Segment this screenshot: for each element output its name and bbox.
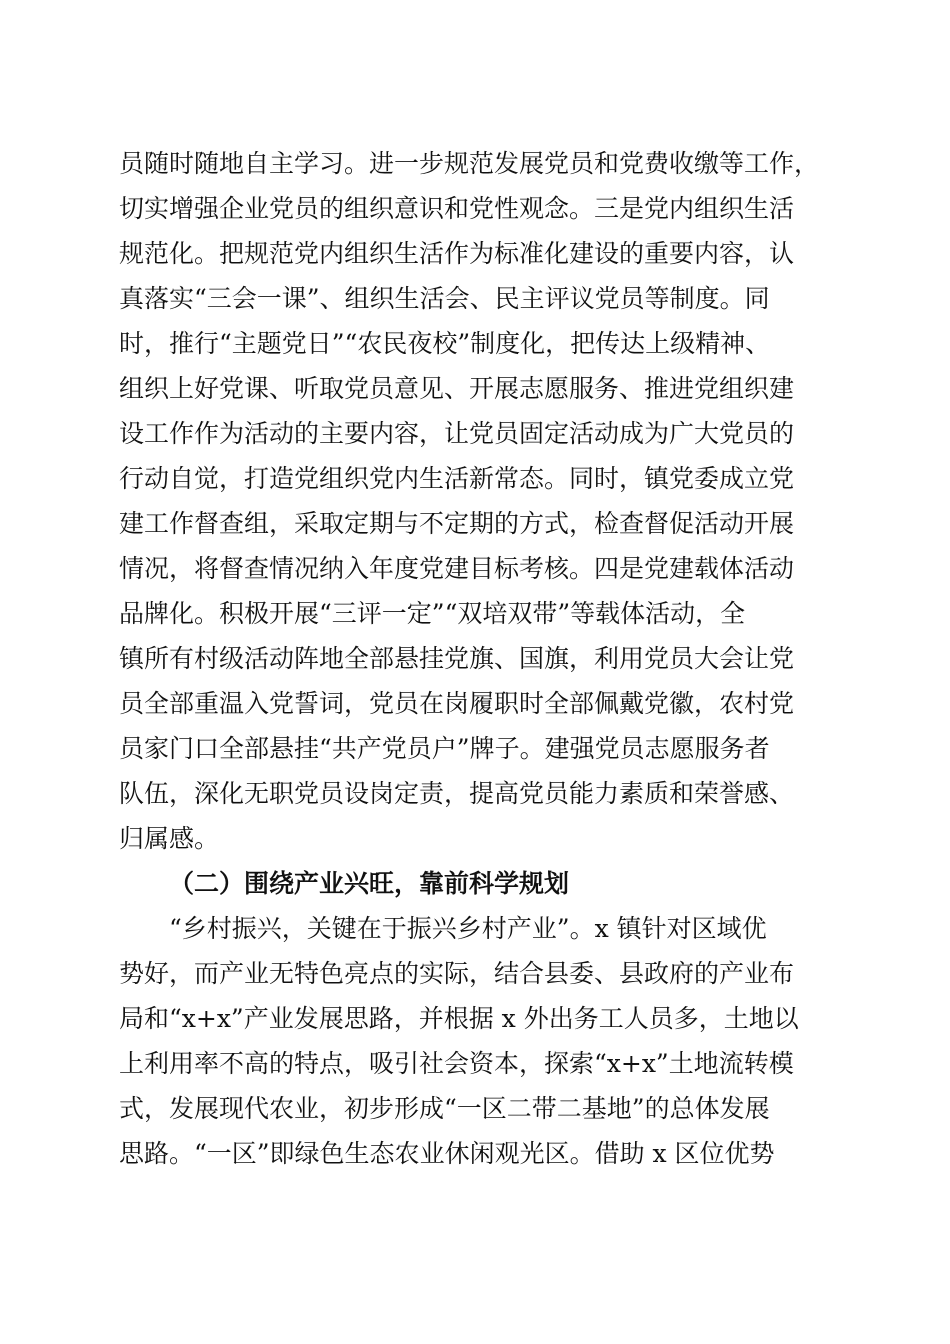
paragraph-1-line: 镇所有村级活动阵地全部悬挂党旗、国旗，利用党员大会让党: [119, 644, 795, 673]
paragraph-1-line: 员家门口全部悬挂“共产党员户”牌子。建强党员志愿服务者: [119, 734, 770, 763]
paragraph-1-line: 组织上好党课、听取党员意见、开展志愿服务、推进党组织建: [119, 374, 795, 403]
paragraph-2-line: 式，发展现代农业，初步形成“一区二带二基地”的总体发展: [119, 1094, 770, 1123]
paragraph-1-line: 行动自觉，打造党组织党内生活新常态。同时，镇党委成立党: [119, 464, 795, 493]
paragraph-1-line: 情况，将督查情况纳入年度党建目标考核。四是党建载体活动: [119, 554, 795, 583]
paragraph-2-line: 上利用率不高的特点，吸引社会资本，探索“x+x”土地流转模: [119, 1049, 794, 1078]
paragraph-1-line: 队伍，深化无职党员设岗定责，提高党员能力素质和荣誉感、: [119, 779, 795, 808]
paragraph-1-line: 品牌化。积极开展“三评一定”“双培双带”等载体活动，全: [119, 599, 746, 628]
paragraph-1-line: 规范化。把规范党内组织生活作为标准化建设的重要内容，认: [119, 239, 795, 268]
section-heading: （二）围绕产业兴旺，靠前科学规划: [169, 869, 570, 898]
paragraph-2-line: 局和“x+x”产业发展思路，并根据 x 外出务工人员多，土地以: [119, 1004, 799, 1033]
paragraph-1-line: 真落实“三会一课”、组织生活会、民主评议党员等制度。同: [119, 284, 770, 313]
paragraph-1-line: 设工作作为活动的主要内容，让党员固定活动成为广大党员的: [119, 419, 795, 448]
paragraph-1-line: 切实增强企业党员的组织意识和党性观念。三是党内组织生活: [119, 194, 795, 223]
paragraph-1-line: 建工作督查组，采取定期与不定期的方式，检查督促活动开展: [119, 509, 795, 538]
paragraph-1-line: 员全部重温入党誓词，党员在岗履职时全部佩戴党徽，农村党: [119, 689, 795, 718]
paragraph-1-line: 归属感。: [119, 824, 220, 853]
paragraph-1-line: 时，推行“主题党日”“农民夜校”制度化，把传达上级精神、: [119, 329, 771, 358]
paragraph-2-line: 势好，而产业无特色亮点的实际，结合县委、县政府的产业布: [119, 959, 795, 988]
paragraph-2-line: “乡村振兴，关键在于振兴乡村产业”。x 镇针对区域优: [169, 914, 767, 943]
paragraph-2-line: 思路。“一区”即绿色生态农业休闲观光区。借助 x 区位优势: [119, 1139, 775, 1168]
paragraph-1-line: 员随时随地自主学习。进一步规范发展党员和党费收缴等工作，: [119, 149, 820, 178]
